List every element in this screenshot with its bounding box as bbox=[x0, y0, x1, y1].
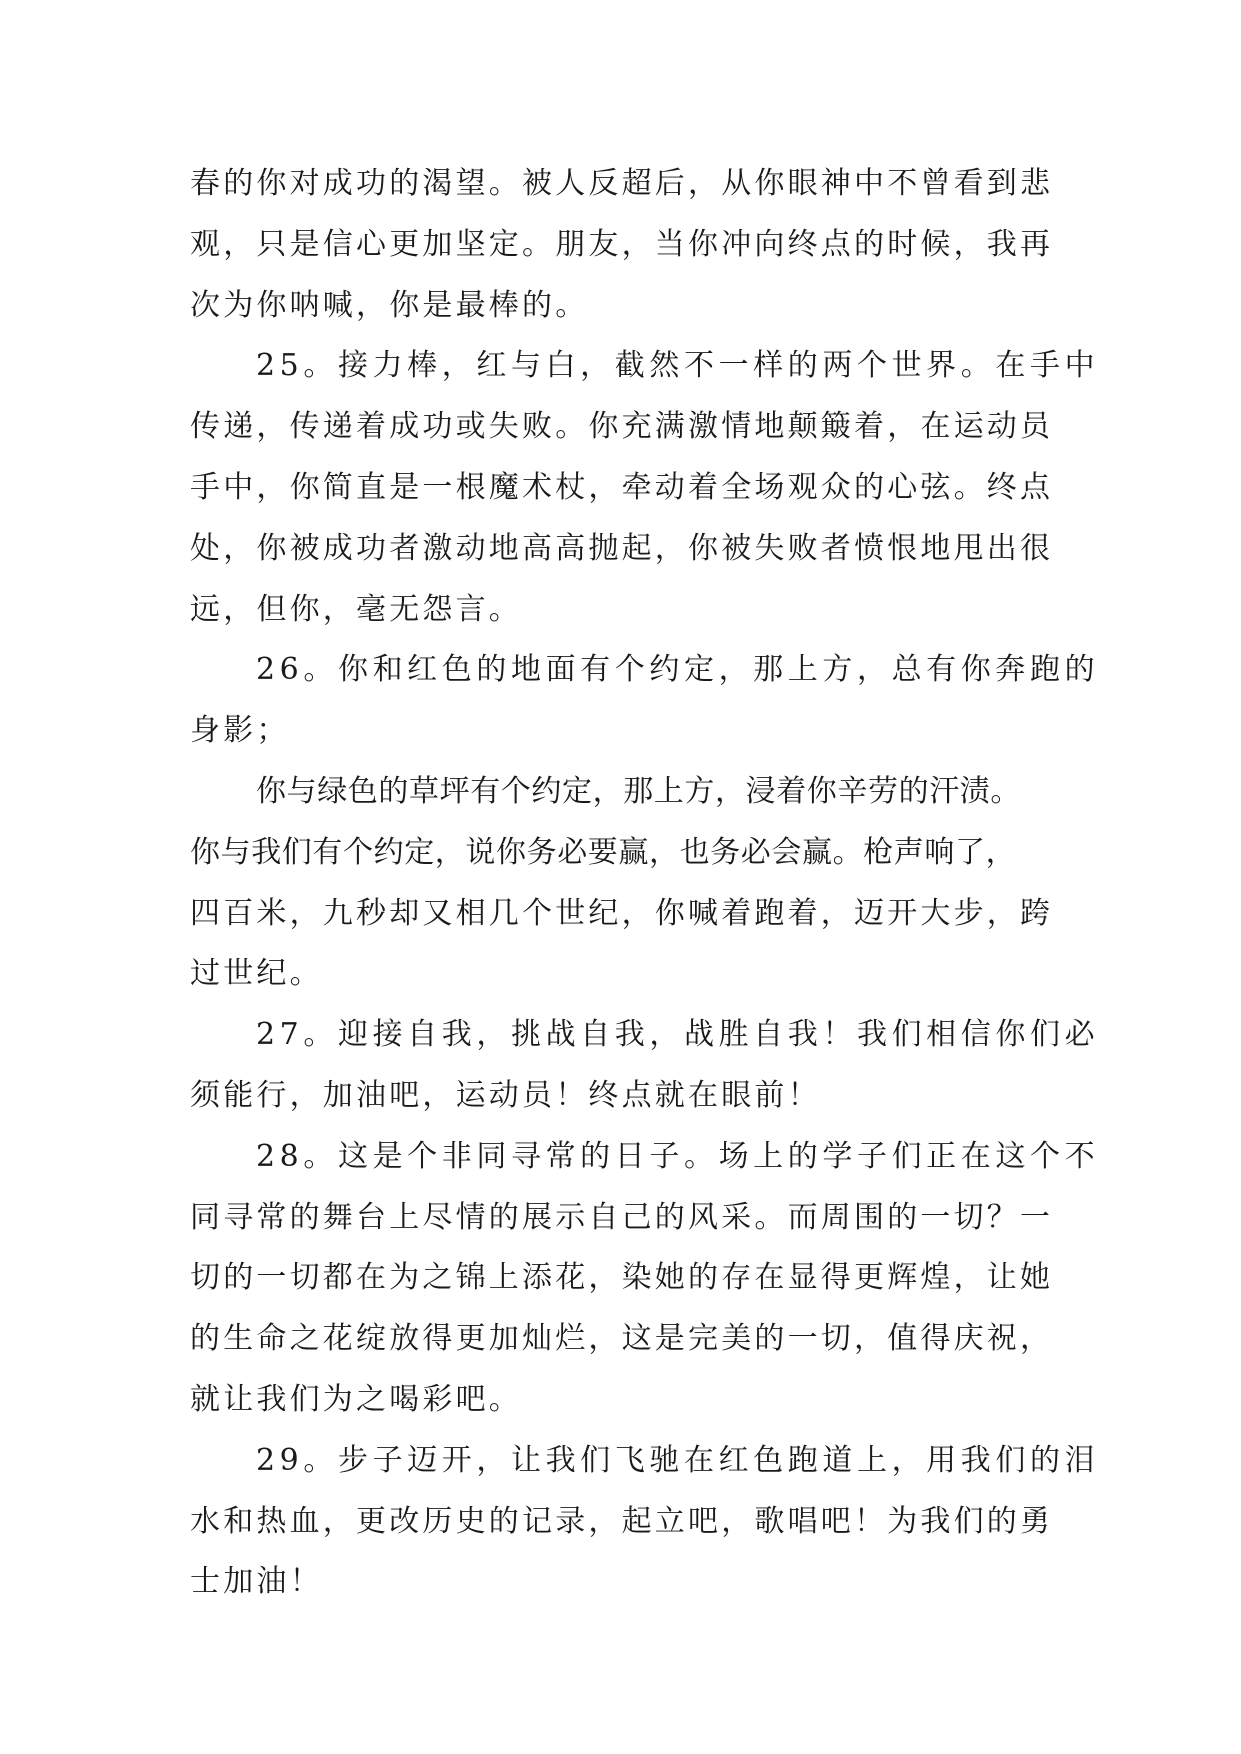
text-line bbox=[190, 215, 1052, 276]
text-line bbox=[190, 1552, 1052, 1613]
text-line bbox=[190, 397, 1052, 458]
text-line bbox=[190, 1492, 1052, 1553]
document-body bbox=[190, 154, 1100, 1613]
text-line-content: 手中，你简直是一根魔术杖，牵动着全场观众的心弦。终点 bbox=[190, 469, 1054, 505]
text-line bbox=[190, 1248, 1052, 1309]
text-line-content: 你与我们有个约定，说你务必要赢，也务必会赢。枪声响了， bbox=[190, 834, 1017, 870]
text-line-content: 传递，传递着成功或失败。你充满激情地颠簸着，在运动员 bbox=[190, 409, 1054, 445]
text-line-content: 你与绿色的草坪有个约定，那上方，浸着你辛劳的汗渍。 bbox=[256, 773, 1021, 809]
text-line bbox=[190, 276, 1052, 337]
text-line bbox=[190, 823, 1052, 884]
text-line bbox=[190, 884, 1052, 945]
text-line bbox=[190, 762, 1052, 823]
text-line-content: 处，你被成功者激动地高高抛起，你被失败者愤恨地甩出很 bbox=[190, 530, 1054, 566]
text-line bbox=[190, 1309, 1052, 1370]
text-line bbox=[190, 336, 1100, 397]
text-line bbox=[190, 154, 1052, 215]
text-line bbox=[190, 1431, 1100, 1492]
text-line bbox=[190, 1066, 1052, 1127]
text-line bbox=[190, 1005, 1100, 1066]
text-line bbox=[190, 1127, 1100, 1188]
text-line-content: 28。这是个非同寻常的日子。场上的学子们正在这个不 bbox=[256, 1138, 1100, 1174]
text-line-content: 士加油！ bbox=[190, 1564, 323, 1600]
text-line bbox=[190, 580, 1052, 641]
text-line-content: 四百米，九秒却又相几个世纪，你喊着跑着，迈开大步，跨 bbox=[190, 895, 1054, 931]
text-line bbox=[190, 701, 1052, 762]
text-line-content: 观，只是信心更加坚定。朋友，当你冲向终点的时候，我再 bbox=[190, 226, 1054, 262]
text-line-content: 春的你对成功的渴望。被人反超后，从你眼神中不曾看到悲 bbox=[190, 166, 1054, 201]
text-line-content: 次为你呐喊，你是最棒的。 bbox=[190, 287, 589, 323]
text-line-content: 远，但你，毫无怨言。 bbox=[190, 591, 522, 627]
text-line-content: 身影； bbox=[190, 713, 290, 749]
text-line bbox=[190, 1188, 1052, 1249]
text-line-content: 同寻常的舞台上尽情的展示自己的风采。而周围的一切？一 bbox=[190, 1199, 1054, 1235]
text-line-content: 水和热血，更改历史的记录，起立吧，歌唱吧！为我们的勇 bbox=[190, 1503, 1054, 1539]
text-line bbox=[190, 944, 1052, 1005]
text-line-content: 25。接力棒，红与白，截然不一样的两个世界。在手中 bbox=[256, 348, 1100, 384]
text-line-content: 须能行，加油吧，运动员！终点就在眼前！ bbox=[190, 1077, 821, 1113]
text-line bbox=[190, 640, 1100, 701]
text-line-content: 过世纪。 bbox=[190, 956, 323, 992]
text-line-content: 的生命之花绽放得更加灿烂，这是完美的一切，值得庆祝， bbox=[190, 1321, 1054, 1357]
text-line bbox=[190, 1370, 1052, 1431]
text-line-content: 29。步子迈开，让我们飞驰在红色跑道上，用我们的泪 bbox=[256, 1442, 1100, 1478]
text-line bbox=[190, 519, 1052, 580]
text-line-content: 27。迎接自我，挑战自我，战胜自我！我们相信你们必 bbox=[256, 1017, 1100, 1053]
text-line-content: 切的一切都在为之锦上添花，染她的存在显得更辉煌，让她 bbox=[190, 1260, 1054, 1296]
text-line bbox=[190, 458, 1052, 519]
text-line-content: 26。你和红色的地面有个约定，那上方，总有你奔跑的 bbox=[256, 652, 1100, 688]
text-line-content: 就让我们为之喝彩吧。 bbox=[190, 1381, 522, 1417]
